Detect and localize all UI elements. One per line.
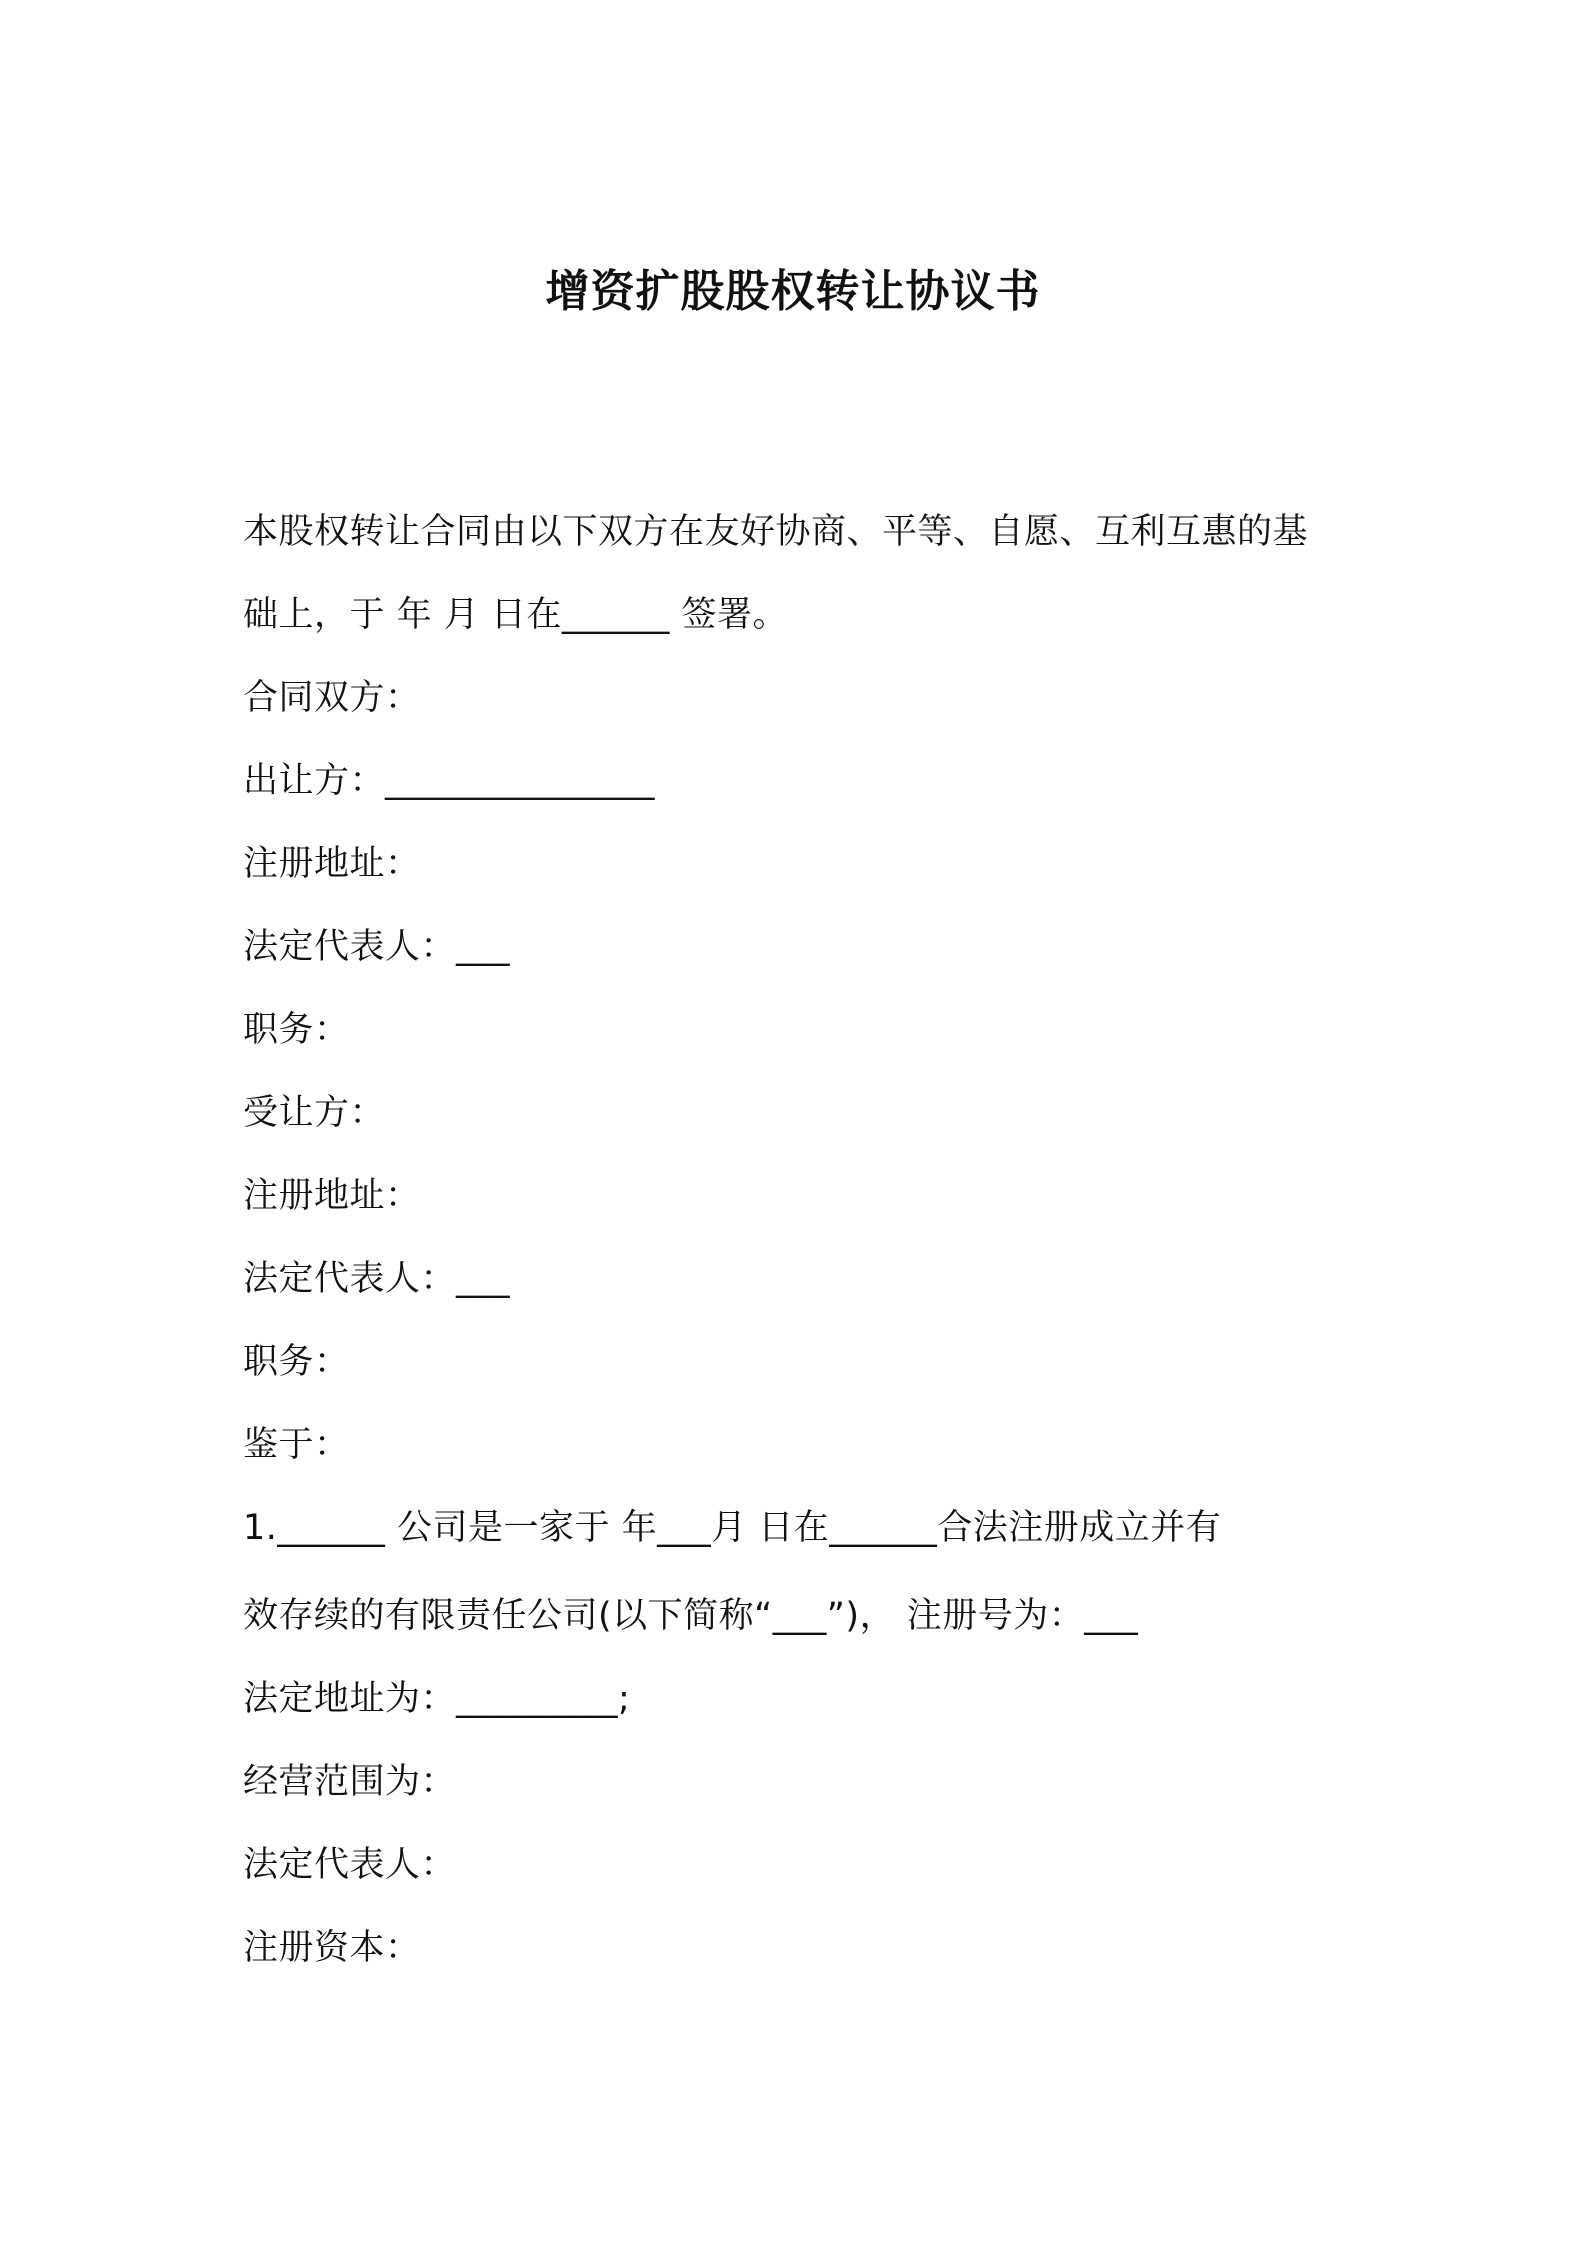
- legal-address-field: 法定地址为：_________;: [243, 1679, 631, 1719]
- intro-line-2: 础上，于 年 月 日在______ 签署。: [243, 595, 789, 635]
- legal-representative-field: 法定代表人：: [243, 1845, 457, 1885]
- registered-capital-field: 注册资本：: [243, 1928, 421, 1968]
- transferee-legal-rep-field: 法定代表人：___: [243, 1259, 511, 1299]
- document-title: 增资扩股股权转让协议书: [545, 266, 1041, 317]
- transferee-field: 受让方：: [243, 1093, 386, 1133]
- recital-1-line-1: 1.______ 公司是一家于 年___月 日在______合法注册成立并有: [243, 1508, 1222, 1548]
- document-body: [243, 498, 1363, 1997]
- intro-line-1: 本股权转让合同由以下双方在友好协商、平等、自愿、互利互惠的基: [243, 512, 1309, 552]
- transferor-address-field: 注册地址：: [243, 844, 421, 884]
- transferor-legal-rep-field: 法定代表人：___: [243, 927, 511, 967]
- transferor-position-field: 职务：: [243, 1010, 350, 1050]
- transferee-position-field: 职务：: [243, 1342, 350, 1382]
- recital-1-line-2: 效存续的有限责任公司(以下简称“___”)， 注册号为：___: [243, 1596, 1139, 1636]
- business-scope-field: 经营范围为：: [243, 1762, 457, 1802]
- whereas-heading: 鉴于：: [243, 1425, 350, 1465]
- transferor-field: 出让方：_______________: [243, 761, 656, 801]
- parties-heading: 合同双方：: [243, 678, 421, 718]
- transferee-address-field: 注册地址：: [243, 1176, 421, 1216]
